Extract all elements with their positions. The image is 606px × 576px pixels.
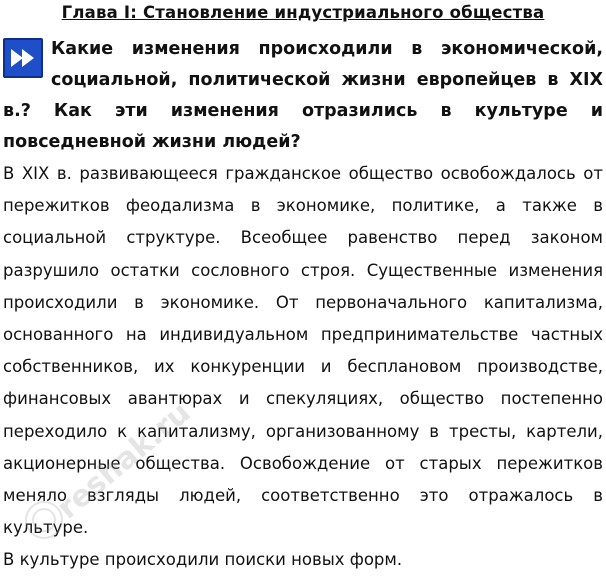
- answer-last-line: В культуре происходили поиски новых форм.: [3, 550, 403, 570]
- watermark-text: reshak.ru: [50, 395, 198, 527]
- chapter-title: Глава I: Становление индустриального общества: [61, 3, 545, 22]
- question-block: [3, 34, 603, 158]
- play-forward-icon: [3, 38, 43, 78]
- answer-text: В XIX в. развивающееся гражданское общество освобождалось от пережитков феодализма в экономике, политике, а также в социальной структуре. Всеобщее равенство перед законом разрушило остатки сословного строя. Существенные изменения происходили в экономике. От первоначального капитализма, основанного на индивидуальном предпринимательстве частных собственников, их конкуренции и бесплановом производстве, финансовых авантюрах и спекуляциях, общество постепенно переходило к капитализму, организованному в тресты, картели, акционерные общества. Освобождение от старых пережитков меняло взгляды людей, соответственно это отражалось в культуре.: [3, 164, 603, 538]
- question-text: Какие изменения происходили в экономической, социальной, политической жизни европейцев в XIX в.? Как эти изменения отразились в культуре и повседневной жизни людей?: [3, 39, 603, 152]
